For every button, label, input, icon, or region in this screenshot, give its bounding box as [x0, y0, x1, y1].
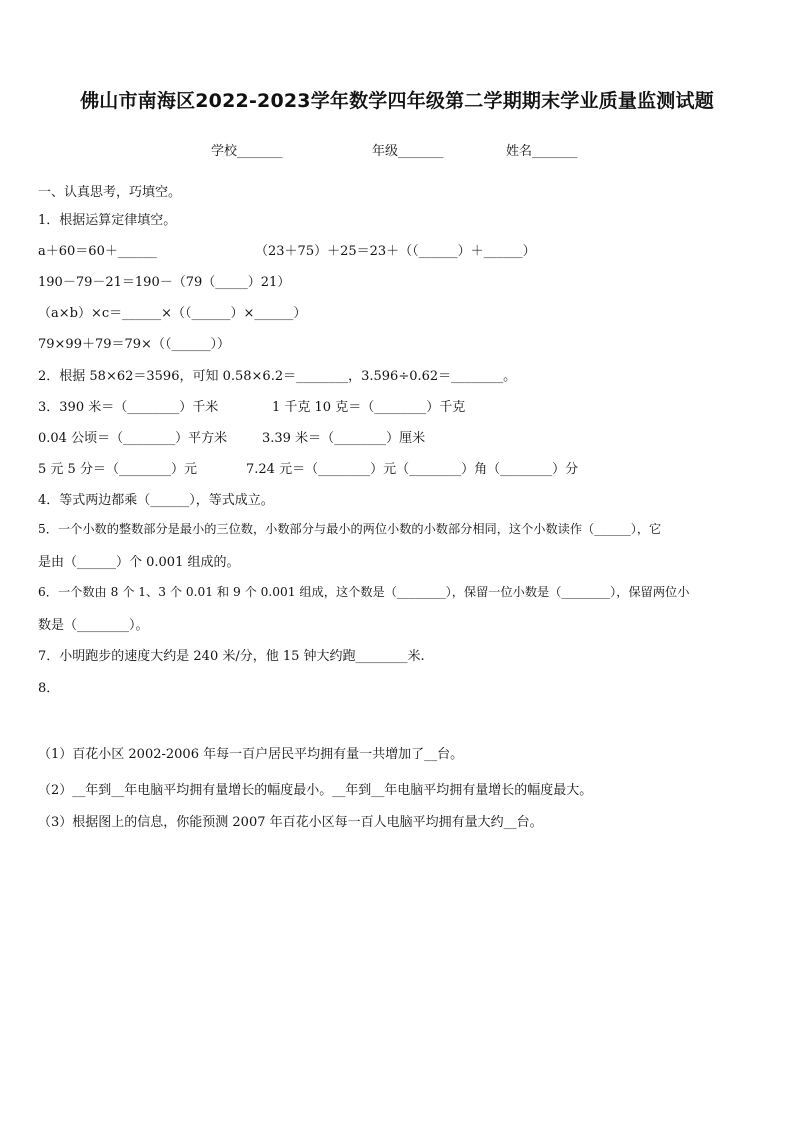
question-8: 8．: [38, 681, 60, 696]
question-5-line2: 是由（______）个 0.001 组成的。: [38, 555, 240, 570]
question-1-b: （23＋75）＋25＝23＋（（______）＋______）: [255, 244, 536, 259]
school-field: 学校_______: [211, 144, 283, 159]
question-5-line1: 5．一个小数的整数部分是最小的三位数，小数部分与最小的两位小数的小数部分相同，这个小数读作（______），它: [38, 522, 662, 536]
question-8-sub1: （1）百花小区 2002-2006 年每一百户居民平均拥有量一共增加了__台。: [38, 747, 464, 762]
question-6-line2: 数是（________）。: [38, 618, 149, 633]
question-2: 2．根据 58×62＝3596，可知 0.58×6.2＝________，3.596÷0.62＝________。: [38, 369, 517, 384]
question-1-a: a＋60＝60＋______: [38, 244, 157, 259]
question-3-c: 0.04 公顷＝（________）平方米: [38, 431, 228, 446]
grade-field: 年级_______: [372, 144, 444, 159]
name-field: 姓名_______: [506, 144, 578, 159]
question-3-f: 7.24 元＝（________）元（________）角（________）分: [246, 462, 579, 477]
question-1: 1．根据运算定律填空。: [38, 213, 177, 228]
question-1-c: 190－79－21＝190－（79（_____）21）: [38, 275, 291, 290]
question-7: 7．小明跑步的速度大约是 240 米/分，他 15 钟大约跑________米.: [38, 649, 425, 664]
question-8-sub3: （3）根据图上的信息，你能预测 2007 年百花小区每一百人电脑平均拥有量大约__台。: [38, 815, 543, 830]
question-6-line1: 6．一个数由 8 个 1、3 个 0.01 和 9 个 0.001 组成，这个数是（________），保留一位小数是（________），保留两位小: [38, 585, 690, 599]
page-title: 佛山市南海区2022-2023学年数学四年级第二学期期末学业质量监测试题: [80, 90, 714, 112]
question-3-e: 5 元 5 分＝（________）元: [38, 462, 197, 477]
question-3-d: 3.39 米＝（________）厘米: [262, 431, 426, 446]
question-1-d: （a×b）×c＝______×（（______）×______）: [38, 306, 307, 321]
section-heading: 一、认真思考，巧填空。: [38, 185, 182, 200]
question-8-sub2: （2）__年到__年电脑平均拥有量增长的幅度最小。__年到__年电脑平均拥有量增长的幅度最大。: [38, 783, 593, 798]
question-3-a: 3．390 米＝（________）千米: [38, 400, 219, 415]
question-3-b: 1 千克 10 克＝（________）千克: [272, 400, 466, 415]
question-1-e: 79×99＋79＝79×（（______））: [38, 337, 230, 352]
question-4: 4．等式两边都乘（______），等式成立。: [38, 493, 274, 508]
